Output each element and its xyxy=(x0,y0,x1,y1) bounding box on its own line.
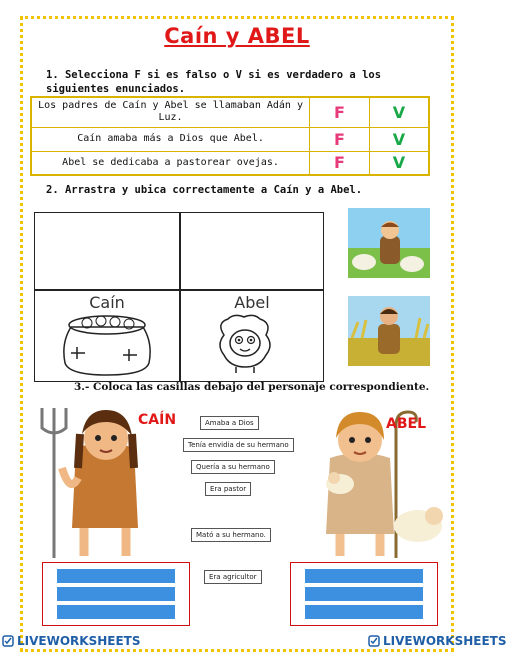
cain-image-drop-slot[interactable] xyxy=(35,213,179,289)
cain-farmer-picture[interactable] xyxy=(348,296,430,366)
false-option-2[interactable]: F xyxy=(310,127,370,151)
sheep-icon xyxy=(210,313,280,375)
true-option-3[interactable]: V xyxy=(369,151,429,175)
table-row xyxy=(31,97,429,127)
sack-icon xyxy=(51,313,163,377)
cain-label: Caín xyxy=(89,293,125,312)
chip-era-agricultor[interactable]: Era agricultor xyxy=(204,570,262,584)
true-option-1[interactable]: V xyxy=(369,97,429,127)
liveworksheets-mark-icon xyxy=(2,635,14,647)
abel-label: Abel xyxy=(234,293,270,312)
chip-tenia-envidia[interactable]: Tenía envidia de su hermano xyxy=(183,438,294,452)
liveworksheets-mark-icon xyxy=(368,635,380,647)
chip-era-pastor[interactable]: Era pastor xyxy=(205,482,251,496)
abel-answer-box xyxy=(290,562,438,626)
instruction-2: 2. Arrastra y ubica correctamente a Caín y a Abel. xyxy=(46,184,363,196)
abel-drop-slot-3[interactable] xyxy=(305,605,423,619)
cain-drop-slot-1[interactable] xyxy=(57,569,175,583)
abel-drop-slot-2[interactable] xyxy=(305,587,423,601)
cain-name-tag: CAÍN xyxy=(138,412,177,428)
chip-queria-a-su-hermano[interactable]: Quería a su hermano xyxy=(191,460,275,474)
instruction-3: 3.- Coloca las casillas debajo del personaje correspondiente. xyxy=(74,381,430,393)
cain-character-picture xyxy=(26,398,156,558)
chip-mato-a-su-hermano[interactable]: Mató a su hermano. xyxy=(191,528,271,542)
table-row xyxy=(31,127,429,151)
abel-drop-slot-1[interactable] xyxy=(305,569,423,583)
false-option-3[interactable]: F xyxy=(310,151,370,175)
abel-image-drop-slot[interactable] xyxy=(180,213,324,289)
false-option-1[interactable]: F xyxy=(310,97,370,127)
table-row xyxy=(31,151,429,175)
abel-character-picture xyxy=(300,398,450,558)
chip-amaba-a-dios[interactable]: Amaba a Dios xyxy=(200,416,259,430)
statement-3: Abel se dedicaba a pastorear ovejas. xyxy=(31,151,310,175)
true-false-table xyxy=(30,96,430,176)
brand-name: LIVEWORKSHEETS xyxy=(17,634,141,648)
abel-name-tag: ABEL xyxy=(386,416,426,432)
drag-drop-panel xyxy=(34,212,324,382)
true-option-2[interactable]: V xyxy=(369,127,429,151)
cain-drop-slot-2[interactable] xyxy=(57,587,175,601)
abel-shepherd-picture[interactable] xyxy=(348,208,430,278)
liveworksheets-logo xyxy=(2,634,140,648)
brand-name: LIVEWORKSHEETS xyxy=(383,634,506,648)
cain-answer-box xyxy=(42,562,190,626)
statement-1: Los padres de Caín y Abel se llamaban Adán y Luz. xyxy=(31,97,310,127)
liveworksheets-logo xyxy=(368,634,506,648)
cain-drop-slot-3[interactable] xyxy=(57,605,175,619)
page-title: Caín y ABEL xyxy=(164,24,310,48)
statement-2: Caín amaba más a Dios que Abel. xyxy=(31,127,310,151)
instruction-1: 1. Selecciona F si es falso o V si es verdadero a los siguientes enunciados. xyxy=(46,69,382,95)
panel-divider xyxy=(35,289,323,291)
